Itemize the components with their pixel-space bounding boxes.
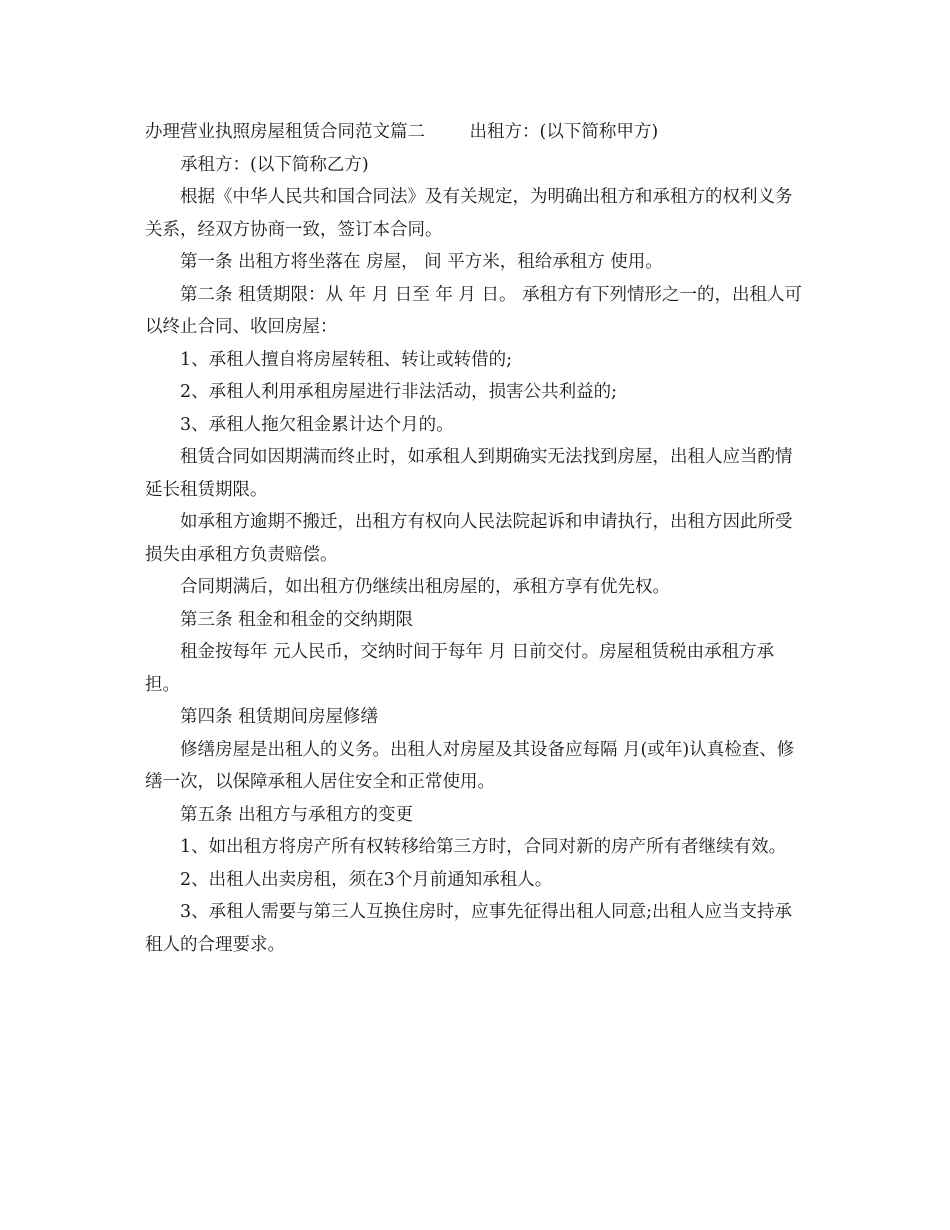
body-paragraph: 第二条 租赁期限：从 年 月 日至 年 月 日。 承租方有下列情形之一的，出租人可以终止合同、收回房屋： [145, 284, 802, 337]
body-paragraph: 3、承租人需要与第三人互换住房时，应事先征得出租人同意;出租人应当支持承租人的合理要求。 [145, 902, 793, 955]
body-paragraph: 修缮房屋是出租人的义务。出租人对房屋及其设备应每隔 月(或年)认真检查、修缮一次，以保障承租人居住安全和正常使用。 [145, 739, 795, 792]
body-paragraph: 1、如出租方将房产所有权转移给第三方时，合同对新的房产所有者继续有效。 [180, 837, 787, 857]
document-body [145, 116, 805, 961]
body-paragraph: 2、承租人利用承租房屋进行非法活动，损害公共利益的; [180, 382, 618, 402]
body-paragraph: 合同期满后，如出租方仍继续出租房屋的，承租方享有优先权。 [180, 577, 670, 597]
body-paragraph: 根据《中华人民共和国合同法》及有关规定，为明确出租方和承租方的权利义务关系，经双方协商一致，签订本合同。 [145, 187, 793, 240]
body-paragraph: 租赁合同如因期满而终止时，如承租人到期确实无法找到房屋，出租人应当酌情延长租赁期限。 [145, 447, 793, 500]
body-paragraph: 如承租方逾期不搬迁，出租方有权向人民法院起诉和申请执行，出租方因此所受损失由承租方负责赔偿。 [145, 512, 793, 565]
body-paragraph: 承租方：(以下简称乙方) [180, 154, 369, 175]
body-paragraph: 3、承租人拖欠租金累计达个月的。 [180, 414, 454, 435]
body-paragraph: 第五条 出租方与承租方的变更 [180, 804, 414, 825]
body-paragraph: 第四条 租赁期间房屋修缮 [180, 707, 379, 727]
body-paragraph: 第一条 出租方将坐落在 房屋， 间 平方米，租给承租方 使用。 [180, 252, 663, 272]
body-paragraph: 租金按每年 元人民币，交纳时间于每年 月 日前交付。房屋租赁税由承租方承担。 [145, 642, 775, 695]
body-paragraph: 1、承租人擅自将房屋转租、转让或转借的; [180, 349, 513, 370]
body-paragraph: 2、出租人出卖房租，须在3个月前通知承租人。 [180, 869, 553, 890]
document-title-line: 办理营业执照房屋租赁合同范文篇二 出租方：(以下简称甲方) [145, 122, 659, 142]
body-paragraph: 第三条 租金和租金的交纳期限 [180, 609, 414, 630]
